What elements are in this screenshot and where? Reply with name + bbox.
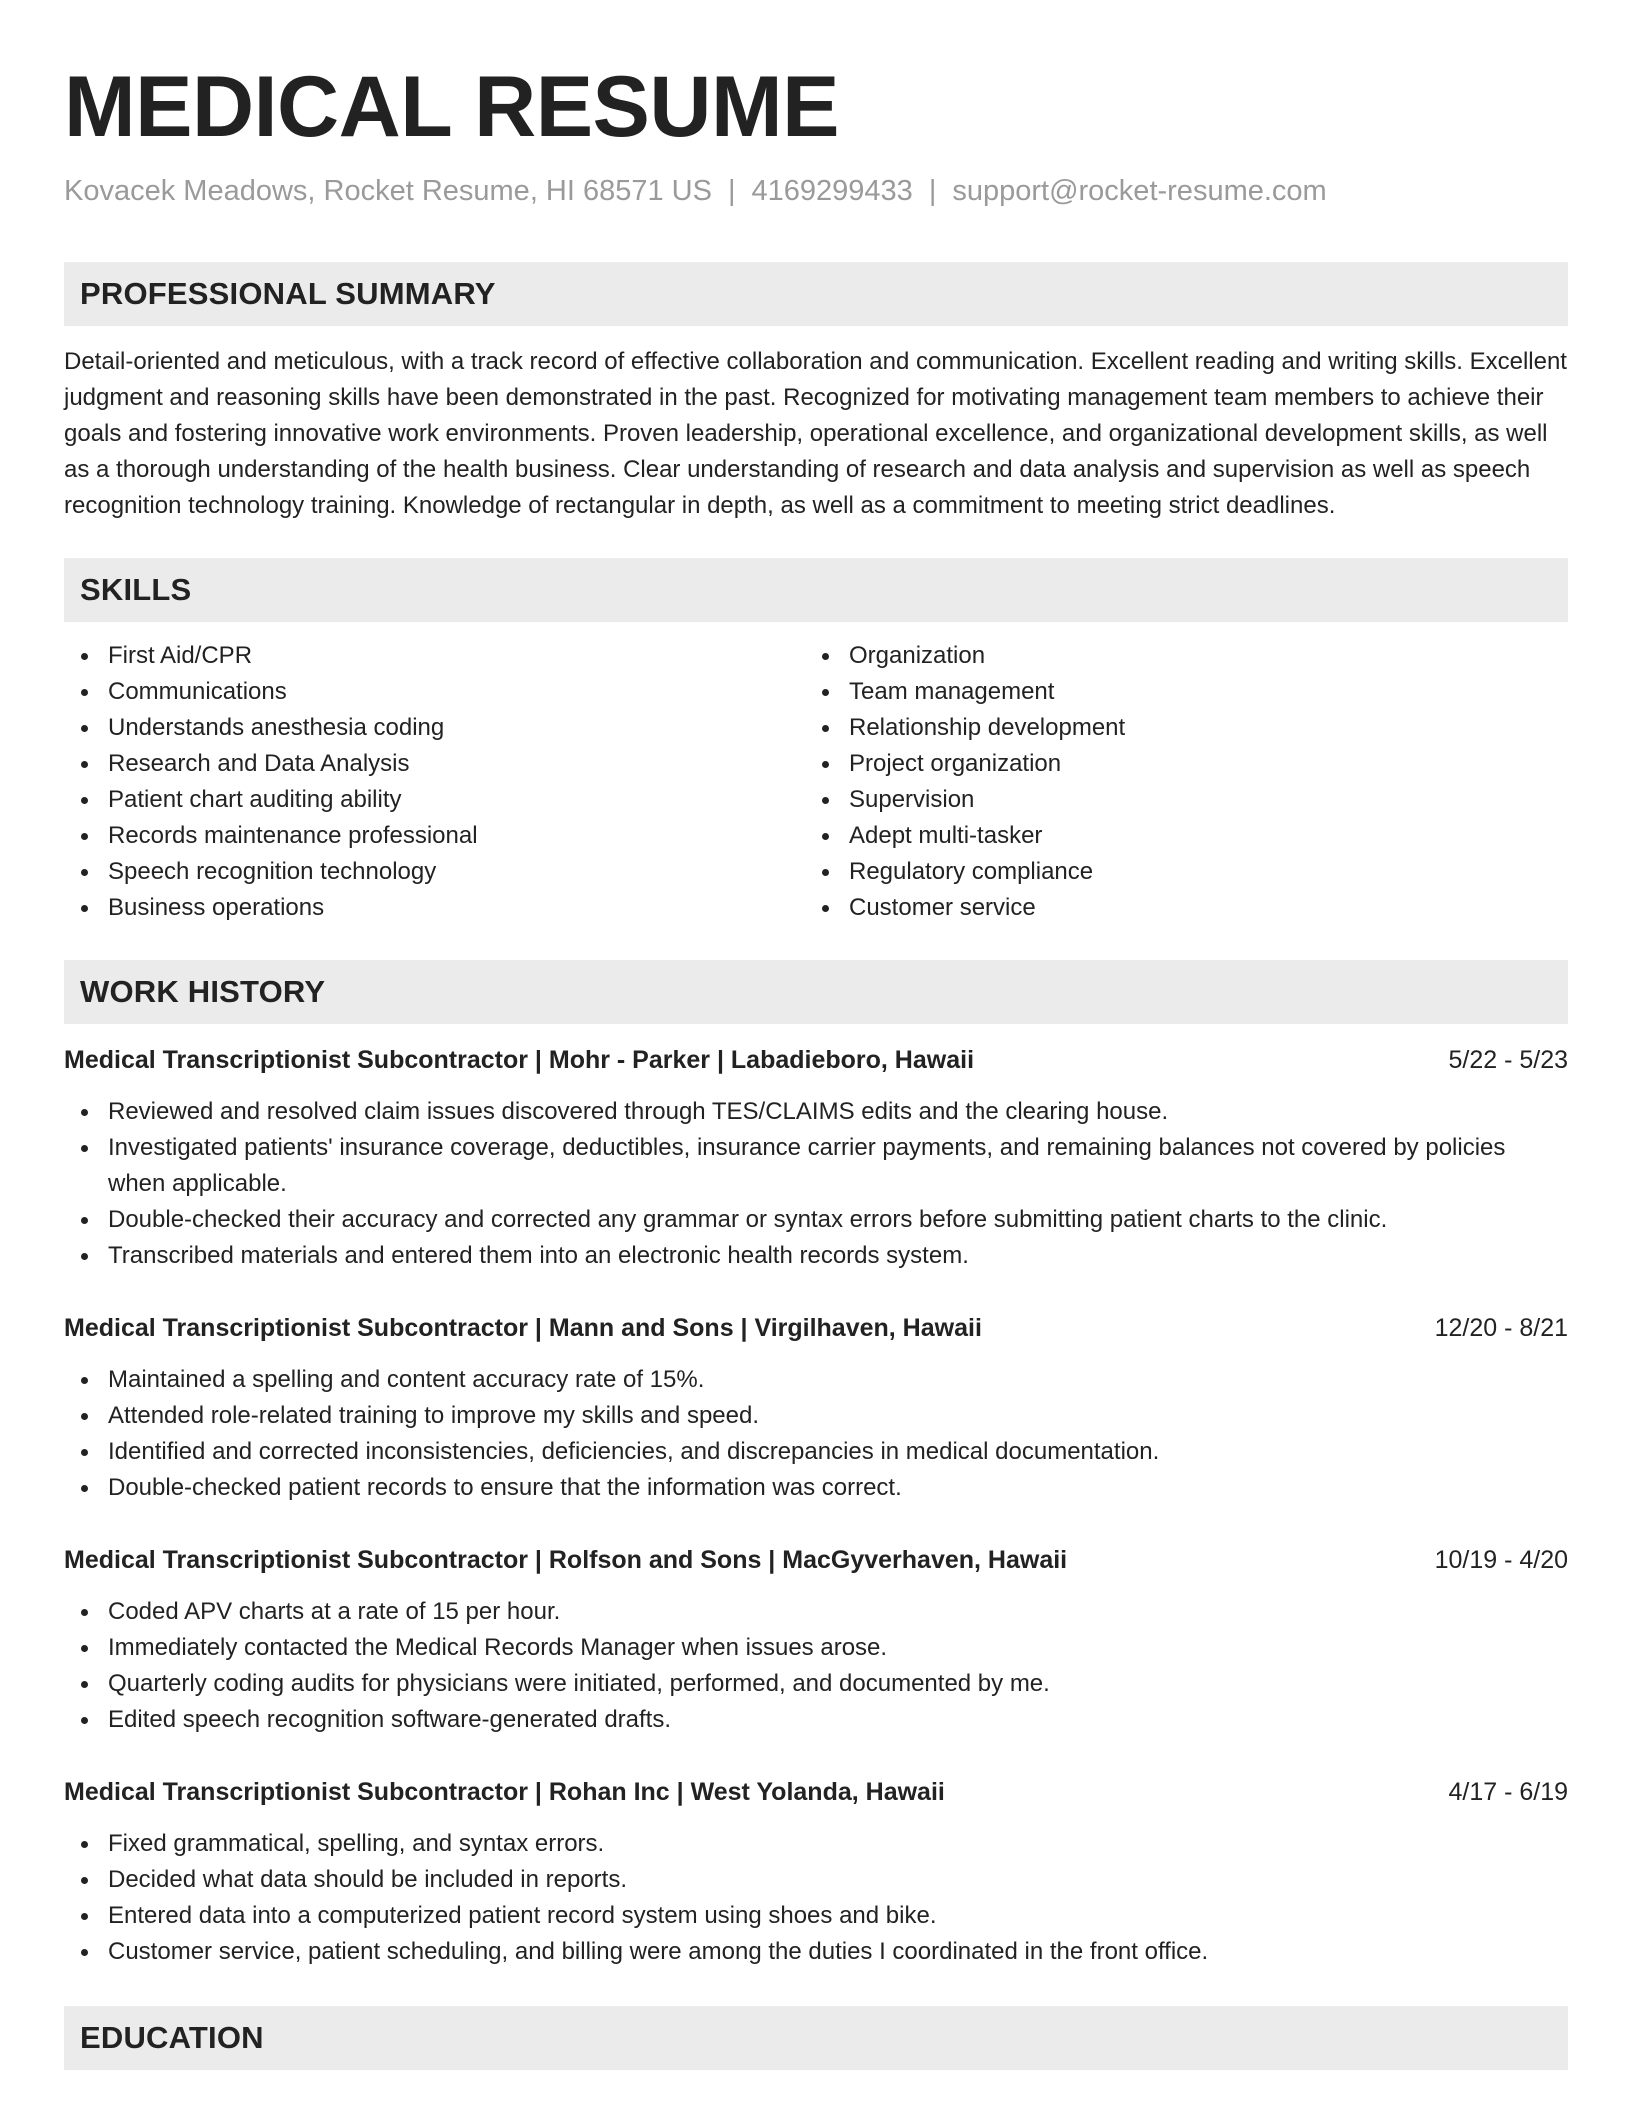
duty-item: Reviewed and resolved claim issues discovered through TES/CLAIMS edits and the clearing house. — [64, 1094, 1568, 1130]
skills-list — [64, 638, 1568, 926]
job-header — [64, 1042, 1568, 1078]
duty-item: Quarterly coding audits for physicians were initiated, performed, and documented by me. — [64, 1666, 1568, 1702]
contact-email: support@rocket-resume.com — [952, 175, 1327, 207]
job-title: Medical Transcriptionist Subcontractor | Mohr - Parker | Labadieboro, Hawaii — [64, 1045, 975, 1074]
skill-item: Relationship development — [805, 710, 1546, 746]
contact-separator: | — [928, 175, 937, 207]
skills-column-left — [64, 638, 805, 926]
skill-item: Supervision — [805, 782, 1546, 818]
professional-summary-text: Detail-oriented and meticulous, with a track record of effective collaboration and communication. Excellent reading and writing skills. Excellent judgment and reasoning skills have been demonstrated in the past. Recognized for motivating management team members to achieve their goals and fostering innovative work environments. Proven leadership, operational excellence, and organizational development skills, as well as a thorough understanding of the health business. Clear understanding of research and data analysis and supervision as well as speech recognition technology training. Knowledge of rectangular in depth, as well as a commitment to meeting strict deadlines. — [64, 347, 1567, 519]
skill-item: Research and Data Analysis — [64, 746, 805, 782]
job-header — [64, 1774, 1568, 1810]
skill-item: Regulatory compliance — [805, 854, 1546, 890]
section-header-work-history — [64, 960, 1568, 1024]
duty-item: Coded APV charts at a rate of 15 per hour. — [64, 1594, 1568, 1630]
section-title: EDUCATION — [80, 2019, 264, 2055]
duty-item: Attended role-related training to improve my skills and speed. — [64, 1398, 1568, 1434]
contact-line — [64, 174, 1568, 209]
job-title: Medical Transcriptionist Subcontractor | Rohan Inc | West Yolanda, Hawaii — [64, 1777, 945, 1806]
skill-item: Customer service — [805, 890, 1546, 926]
contact-address: Kovacek Meadows, Rocket Resume, HI 68571 US — [64, 175, 712, 207]
duty-item: Transcribed materials and entered them into an electronic health records system. — [64, 1238, 1568, 1274]
contact-phone: 4169299433 — [751, 175, 913, 207]
duty-item: Identified and corrected inconsistencies, deficiencies, and discrepancies in medical documentation. — [64, 1434, 1568, 1470]
section-header-skills — [64, 558, 1568, 622]
skill-item: Adept multi-tasker — [805, 818, 1546, 854]
duty-item: Entered data into a computerized patient record system using shoes and bike. — [64, 1898, 1568, 1934]
skill-item: Team management — [805, 674, 1546, 710]
job-duties — [64, 1826, 1568, 1970]
section-title: PROFESSIONAL SUMMARY — [80, 275, 496, 311]
job-entry — [64, 1042, 1568, 1274]
duty-item: Edited speech recognition software-generated drafts. — [64, 1702, 1568, 1738]
job-dates: 5/22 - 5/23 — [1448, 1045, 1568, 1074]
job-dates: 10/19 - 4/20 — [1434, 1545, 1568, 1574]
skill-item: First Aid/CPR — [64, 638, 805, 674]
duty-item: Customer service, patient scheduling, and billing were among the duties I coordinated in the front office. — [64, 1934, 1568, 1970]
job-title: Medical Transcriptionist Subcontractor | Rolfson and Sons | MacGyverhaven, Hawaii — [64, 1545, 1068, 1574]
job-dates: 12/20 - 8/21 — [1434, 1313, 1568, 1342]
skill-item: Records maintenance professional — [64, 818, 805, 854]
job-duties — [64, 1094, 1568, 1274]
section-header-education — [64, 2006, 1568, 2070]
duty-item: Immediately contacted the Medical Records Manager when issues arose. — [64, 1630, 1568, 1666]
section-header-summary — [64, 262, 1568, 326]
job-title: Medical Transcriptionist Subcontractor | Mann and Sons | Virgilhaven, Hawaii — [64, 1313, 982, 1342]
skill-item: Understands anesthesia coding — [64, 710, 805, 746]
job-header — [64, 1542, 1568, 1578]
section-title: SKILLS — [80, 571, 192, 607]
job-entry — [64, 1310, 1568, 1506]
skill-item: Patient chart auditing ability — [64, 782, 805, 818]
resume-title: MEDICAL RESUME — [64, 59, 840, 155]
skill-item: Business operations — [64, 890, 805, 926]
job-entry — [64, 1542, 1568, 1738]
duty-item: Double-checked patient records to ensure that the information was correct. — [64, 1470, 1568, 1506]
contact-separator: | — [727, 175, 736, 207]
skill-item: Organization — [805, 638, 1546, 674]
job-duties — [64, 1362, 1568, 1506]
job-dates: 4/17 - 6/19 — [1448, 1777, 1568, 1806]
duty-item: Decided what data should be included in reports. — [64, 1862, 1568, 1898]
skills-column-right — [805, 638, 1546, 926]
section-title: WORK HISTORY — [80, 973, 326, 1009]
job-header — [64, 1310, 1568, 1346]
duty-item: Fixed grammatical, spelling, and syntax errors. — [64, 1826, 1568, 1862]
skill-item: Communications — [64, 674, 805, 710]
duty-item: Maintained a spelling and content accuracy rate of 15%. — [64, 1362, 1568, 1398]
skill-item: Project organization — [805, 746, 1546, 782]
duty-item: Double-checked their accuracy and corrected any grammar or syntax errors before submitting patient charts to the clinic. — [64, 1202, 1568, 1238]
job-entry — [64, 1774, 1568, 1970]
skill-item: Speech recognition technology — [64, 854, 805, 890]
duty-item: Investigated patients' insurance coverage, deductibles, insurance carrier payments, and remaining balances not covered by policies when applicable. — [64, 1130, 1568, 1202]
job-duties — [64, 1594, 1568, 1738]
